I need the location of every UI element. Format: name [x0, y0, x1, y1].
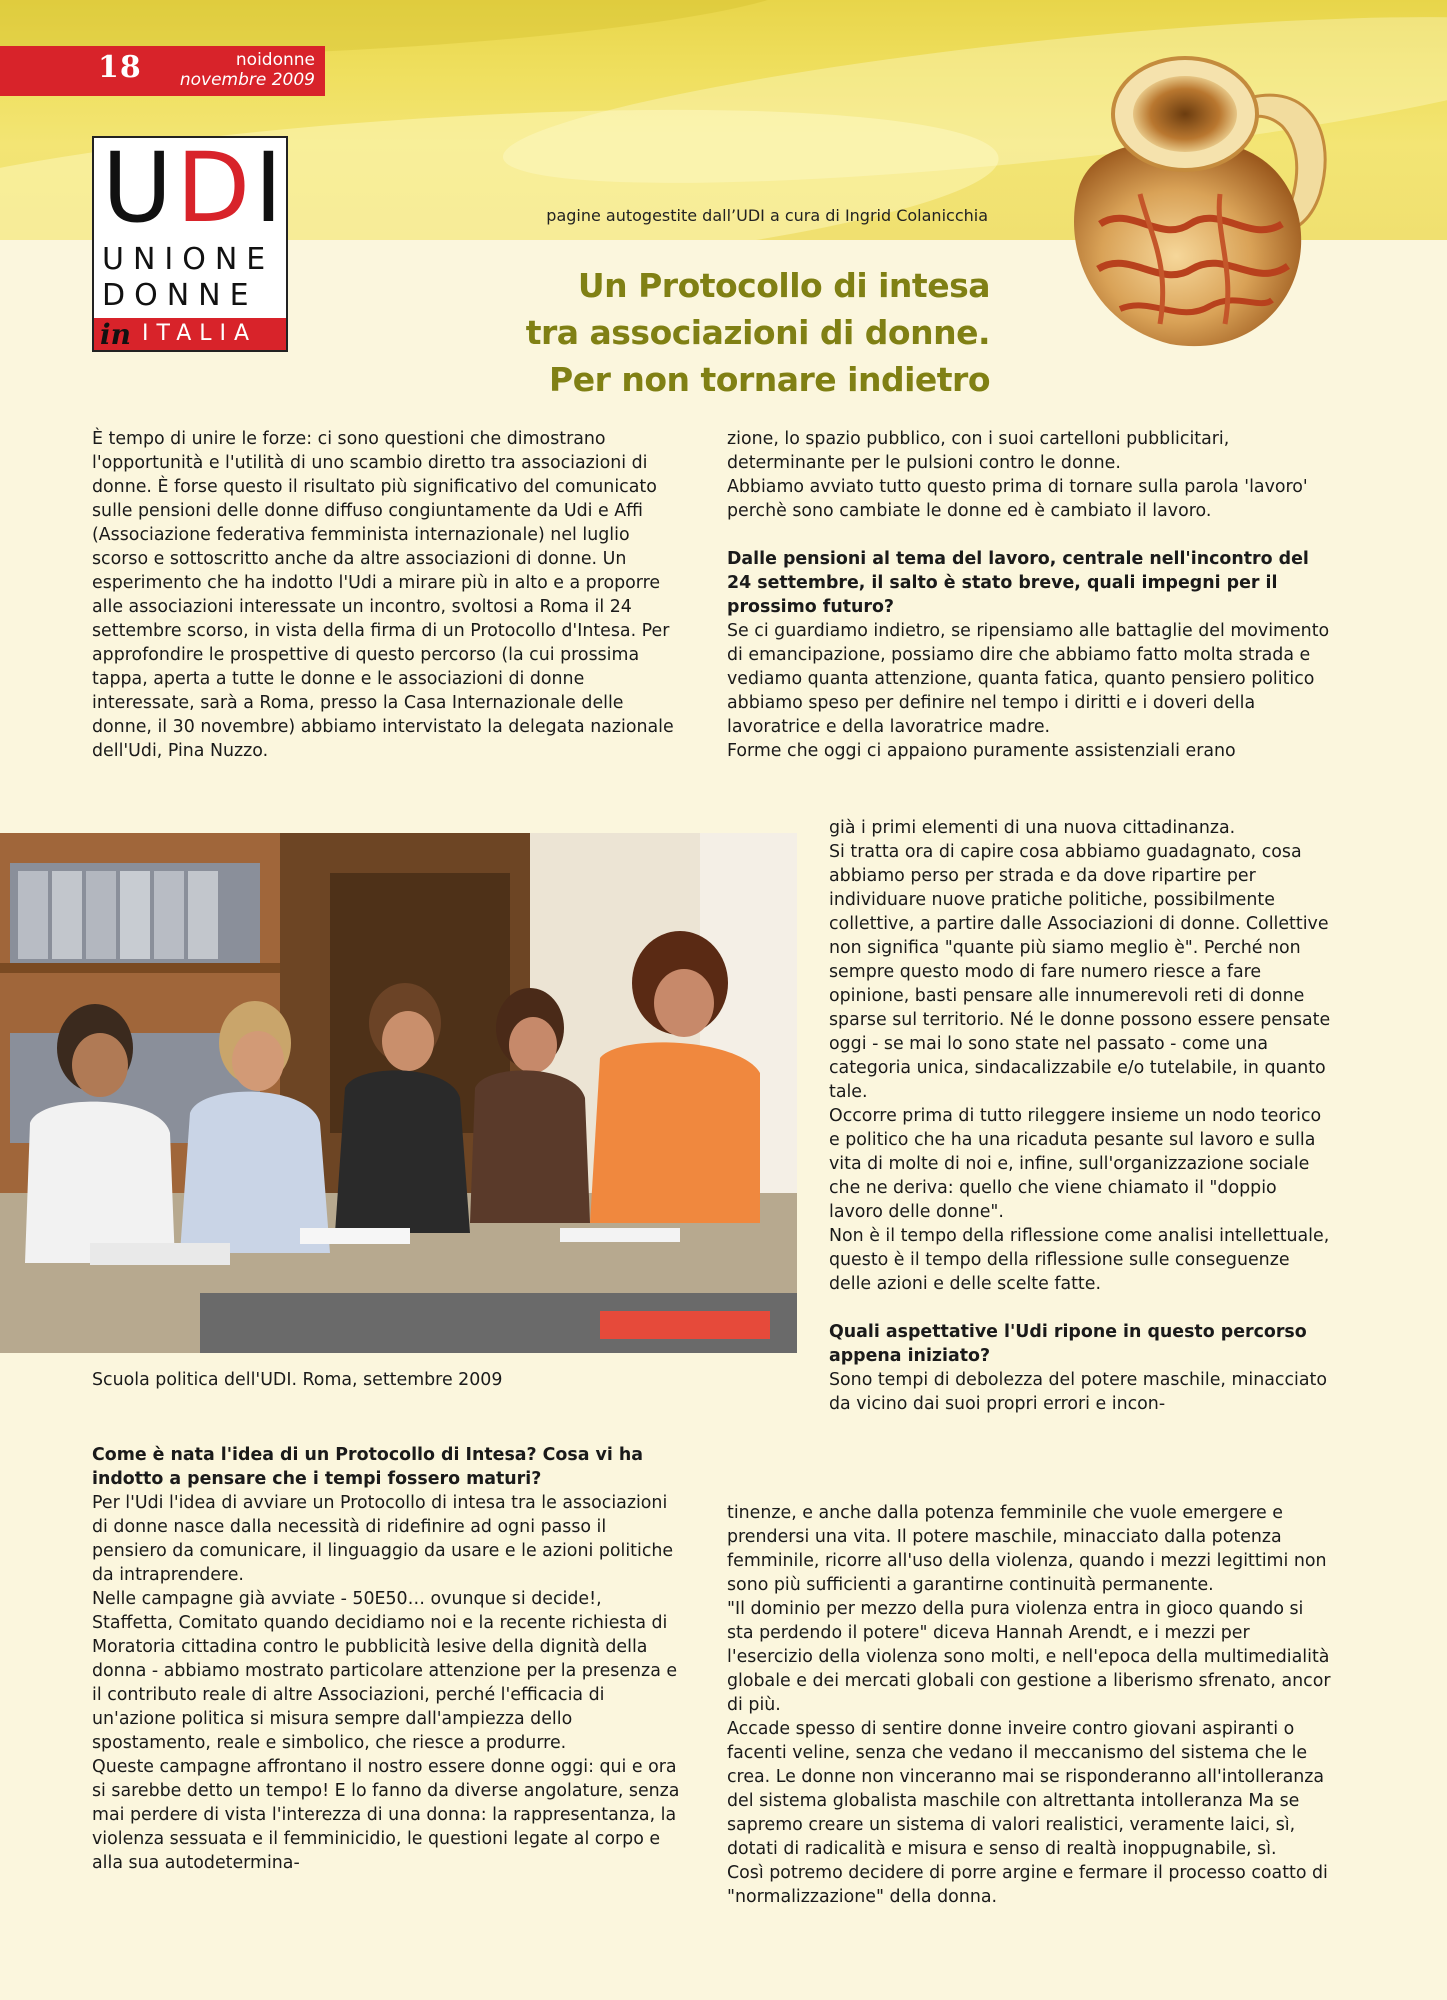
logo-italia: ITALIA	[142, 321, 258, 346]
answer-2-paragraph: già i primi elementi di una nuova cittadinanza.	[829, 818, 1236, 838]
answer-1-paragraph: zione, lo spazio pubblico, con i suoi cartelloni pubblicitari, determinante per le pulsioni contro le donne.	[727, 429, 1230, 473]
photo-caption: Scuola politica dell'UDI. Roma, settembre 2009	[92, 1370, 503, 1390]
column-right-top	[727, 427, 1335, 763]
column-right-bottom	[727, 1501, 1335, 1909]
answer-2-paragraph: Non è il tempo della riflessione come analisi intellettuale, questo è il tempo della riflessione sulle conseguenze delle azioni e delle scelte fatte.	[829, 1226, 1330, 1294]
logo-italia-bar	[94, 318, 286, 350]
column-left-top	[92, 427, 686, 763]
answer-1-paragraph: Queste campagne affrontano il nostro essere donne oggi: qui e ora si sarebbe detto un tempo! E lo fanno da diverse angolature, senza mai perdere di vista l'interezza di una donna: la rappresentanza, la violenza sessuata e il femminicidio, le questioni legate al corpo e alla sua autodetermina-	[92, 1757, 680, 1873]
issue-date: novembre 2009	[179, 70, 315, 90]
answer-3-paragraph: Così potremo decidere di porre argine e fermare il processo coatto di "normalizzazione" della donna.	[727, 1863, 1328, 1907]
logo-unione: UNIONE	[102, 242, 275, 277]
page-number: 18	[98, 50, 142, 85]
page-credit: pagine autogestite dall’UDI a cura di Ingrid Colanicchia	[546, 206, 988, 225]
column-right-middle	[829, 816, 1335, 1416]
answer-3-paragraph: Accade spesso di sentire donne inveire contro giovani aspiranti o facenti veline, senza che vedano il meccanismo del sistema che le crea. Le donne non vinceranno mai se risponderanno all'intolleranza del sistema globalista maschile con altrettanta intolleranza Ma se sapremo creare un sistema di valori realistici, veramente laici, sì, dotati di radicalità e misura e senso di realtà inoppugnabile, sì.	[727, 1719, 1325, 1859]
title-line-1: Un Protocollo di intesa	[577, 266, 990, 305]
answer-2-paragraph: Se ci guardiamo indietro, se ripensiamo alle battaglie del movimento di emancipazione, possiamo dire che abbiamo fatto molta strada e vediamo quanta attenzione, quanta fatica, quanto pensiero politico abbiamo speso per definire nel tempo i diritti e i doveri della lavoratrice e della lavoratrice madre.	[727, 621, 1330, 737]
paragraph-gap	[727, 523, 1335, 547]
answer-3-paragraph: tinenze, e anche dalla potenza femminile che vuole emergere e prendersi una vita. Il potere maschile, minacciato dalla potenza femminile, ricorre all'uso della violenza, quando i mezzi legittimi non sono più sufficienti a garantirne continuità permanente.	[727, 1503, 1327, 1595]
answer-1-paragraph: Nelle campagne già avviate - 50E50… ovunque si decide!, Staffetta, Comitato quando decidiamo noi e la recente richiesta di Moratoria cittadina contro le pubblicità lesive della dignità della donna - abbiamo mostrato particolare attenzione per la presenza e il contributo reale di altre Associazioni, perché l'efficacia di un'azione politica si misura sempre dall'ampiezza dello spostamento, reale e simbolico, che riesce a produrre.	[92, 1589, 678, 1753]
logo-udi-letters	[102, 132, 287, 244]
article-intro: È tempo di unire le forze: ci sono questioni che dimostrano l'opportunità e l'utilità di uno scambio diretto tra associazioni di donne. È forse questo il risultato più significativo del comunicato sulle pensioni delle donne diffuso congiuntamente da Udi e Affi (Associazione federativa femminista internazionale) nel luglio scorso e sottoscritto anche da altre associazioni di donne. Un esperimento che ha indotto l'Udi a mirare più in alto e a proporre alle associazioni interessate un incontro, svoltosi a Roma il 24 settembre scorso, in vista della firma di un Protocollo d'Intesa. Per approfondire le prospettive di questo percorso (la cui prossima tappa, aperta a tutte le donne e le associazioni di donne interessate, sarà a Roma, presso la Casa Internazionale delle donne, il 30 novembre) abbiamo intervistato la delegata nazionale dell'Udi, Pina Nuzzo.	[92, 429, 674, 761]
logo-in: in	[100, 318, 131, 351]
answer-3-paragraph: "Il dominio per mezzo della pura violenza entra in gioco quando si sta perdendo il potere" diceva Hannah Arendt, e i mezzi per l'esercizio della violenza sono molti, e nell'epoca della multimedialità globale e dei mercati globali con gestione a liberismo sfrenato, ancor di più.	[727, 1599, 1331, 1715]
answer-2-paragraph: Occorre prima di tutto rileggere insieme un nodo teorico e politico che ha una ricaduta pesante sul lavoro e sulla vita di molte di noi e, infine, sull'organizzazione sociale che ne deriva: quello che viene chiamato il "doppio lavoro delle donne".	[829, 1106, 1322, 1222]
vase-image	[1020, 34, 1350, 364]
logo-letter-i: I	[254, 132, 287, 244]
logo-letter-u: U	[102, 132, 177, 244]
answer-2-paragraph: Si tratta ora di capire cosa abbiamo guadagnato, cosa abbiamo perso per strada e da dove ripartire per individuare nuove pratiche politiche, possibilmente collettive, a partire dalle Associazioni di donne. Collettive non significa "quante più siamo meglio è". Perché non sempre questo modo di fare numero riesce a fare opinione, basti pensare alle innumerevoli reti di donne sparse sul territorio. Né le donne possono essere pensate oggi - se mai lo sono state nel passato - come una categoria unica, sindacalizzabile e/o tutelabile, in quanto tale.	[829, 842, 1331, 1102]
logo-donne: DONNE	[102, 278, 258, 313]
answer-1-paragraph: Abbiamo avviato tutto questo prima di tornare sulla parola 'lavoro' perchè sono cambiate le donne ed è cambiato il lavoro.	[727, 477, 1308, 521]
question-2: Dalle pensioni al tema del lavoro, centrale nell'incontro del 24 settembre, il salto è stato breve, quali impegni per il prossimo futuro?	[727, 549, 1309, 617]
page-number-tab	[0, 46, 325, 96]
udi-logo	[92, 132, 288, 352]
answer-3-paragraph: Sono tempi di debolezza del potere maschile, minacciato da vicino dai suoi propri errori e incon-	[829, 1370, 1327, 1414]
article-title	[400, 262, 990, 403]
paragraph-gap	[829, 1296, 1335, 1320]
title-line-3: Per non tornare indietro	[549, 360, 990, 399]
photo-school	[0, 833, 797, 1353]
answer-1-paragraph: Per l'Udi l'idea di avviare un Protocollo di intesa tra le associazioni di donne nasce dalla necessità di ridefinire ad ogni passo il pensiero da comunicare, il linguaggio da usare e le azioni politiche da intraprendere.	[92, 1493, 674, 1585]
answer-2-paragraph: Forme che oggi ci appaiono puramente assistenziali erano	[727, 741, 1236, 761]
magazine-name: noidonne	[235, 50, 315, 70]
title-line-2: tra associazioni di donne.	[525, 313, 990, 352]
question-3: Quali aspettative l'Udi ripone in questo percorso appena iniziato?	[829, 1322, 1307, 1366]
logo-letter-d: D	[176, 132, 255, 244]
column-left-bottom	[92, 1443, 686, 1875]
question-1: Come è nata l'idea di un Protocollo di Intesa? Cosa vi ha indotto a pensare che i tempi fossero maturi?	[92, 1445, 643, 1489]
